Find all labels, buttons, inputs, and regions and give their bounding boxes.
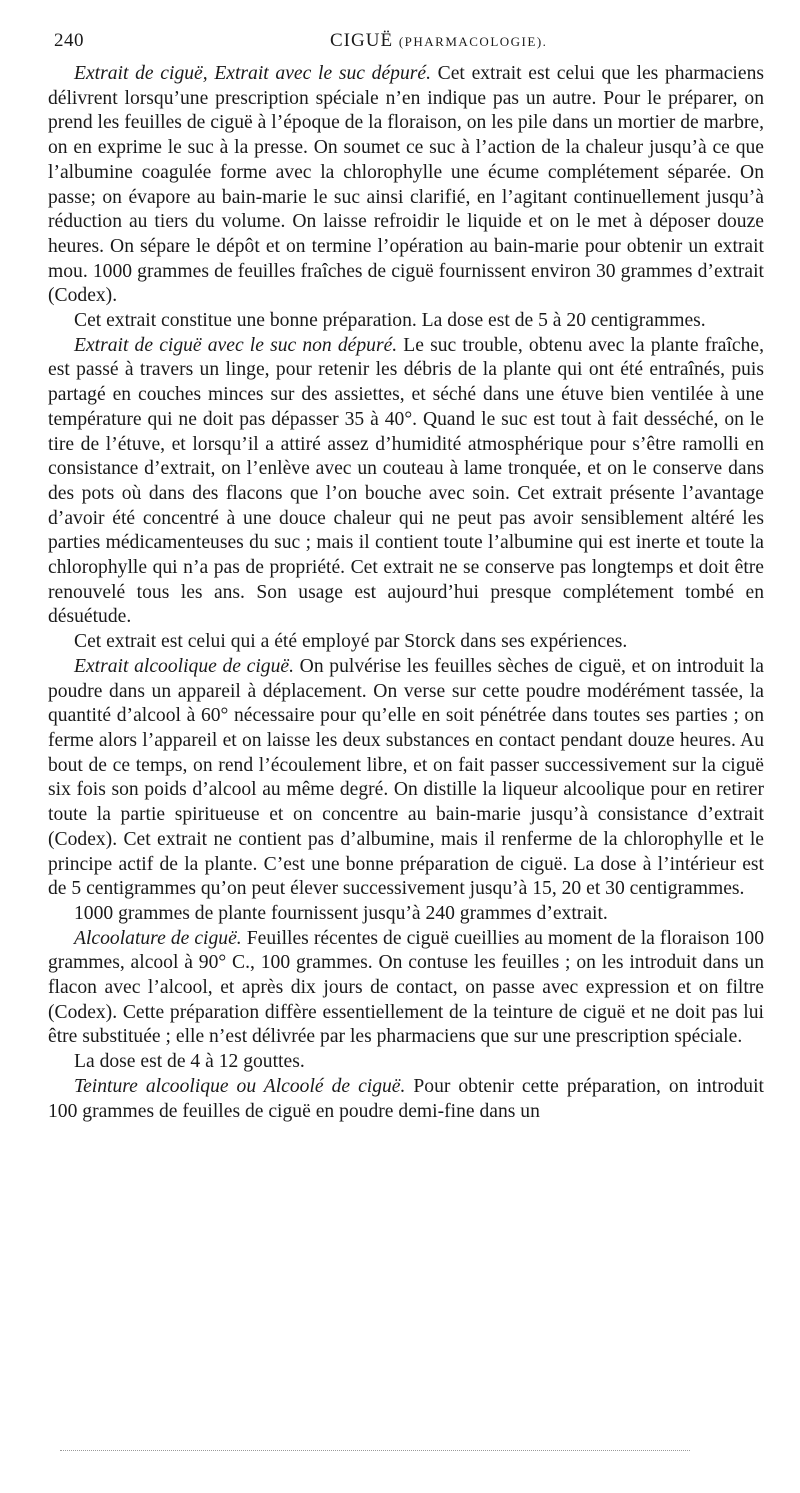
paragraph-text: Pour obtenir cette préparation, on introduit 100 grammes de feuilles de ciguë en poudre demi-fine dans un — [48, 1075, 764, 1122]
paragraph-text: Cet extrait est celui que les pharmaciens délivrent lorsqu’une prescription spéciale n’en indique pas un autre. Pour le préparer, on prend les feuilles de ciguë à l’époque de la floraison, on les pile dans un mortier de marbre, on en exprime le suc à la presse. On soumet ce suc à l’action de la chaleur jusqu’à ce que l’albumine coagulée forme avec la chlorophylle une écume complétement séparée. On passe; on évapore au bain-marie le suc ainsi clarifié, en l’agitant continuellement jusqu’à réduction au tiers du volume. On laisse refroidir le liquide et on le met à déposer douze heures. On sépare le dépôt et on termine l’opération au bain-marie pour obtenir un extrait mou. 1000 grammes de feuilles fraîches de ciguë fournissent environ 30 grammes d’extrait (Codex). — [48, 63, 764, 307]
page-number: 240 — [54, 30, 84, 51]
running-title-section: (PHARMACOLOGIE). — [398, 34, 548, 49]
paragraph-extrait-alcoolique — [48, 655, 764, 902]
footer-rule — [60, 1450, 690, 1451]
paragraph-title: Extrait de ciguë avec le suc non dépuré. — [74, 334, 398, 356]
paragraph-gouttes-note — [48, 1050, 764, 1075]
paragraph-text: On pulvérise les feuilles sèches de ciguë, et on introduit la poudre dans un appareil à déplacement. On verse sur cette poudre modérément tassée, la quantité d’alcool à 60° nécessaire pour qu’elle en soit pénétrée dans toutes ses parties ; on ferme alors l’appareil et on laisse les deux substances en contact pendant douze heures. Au bout de ce temps, on rend l’écoulement libre, et on fait passer successivement sur la ciguë six fois son poids d’alcool au même degré. On distille la liqueur alcoolique pour en retirer toute la partie spiritueuse et on concentre au bain-marie jusqu’à consistance d’extrait (Codex). Cet extrait ne contient pas d’albumine, mais il renferme de la chlorophylle et le principe actif de la plante. C’est une bonne préparation de ciguë. La dose à l’intérieur est de 5 centigrammes qu’on peut élever successivement jusqu’à 15, 20 et 30 centigrammes. — [48, 655, 764, 900]
paragraph-text: Cet extrait constitue une bonne préparation. La dose est de 5 à 20 centigrammes. — [74, 310, 706, 332]
paragraph-title: Teinture alcoolique ou Alcoolé de ciguë. — [74, 1075, 406, 1097]
paragraph-yield-note — [48, 902, 764, 927]
paragraph-text: Cet extrait est celui qui a été employé par Storck dans ses expériences. — [74, 631, 628, 653]
paragraph-storck-note — [48, 630, 764, 655]
paragraph-title: Extrait alcoolique de ciguë. — [74, 655, 294, 677]
paragraph-teinture-alcoolique — [48, 1075, 764, 1124]
paragraph-text: La dose est de 4 à 12 gouttes. — [74, 1051, 305, 1073]
paragraph-alcoolature — [48, 927, 764, 1051]
running-title — [330, 30, 547, 52]
running-head — [48, 26, 764, 62]
body-text — [48, 62, 764, 1124]
paragraph-extrait-suc-non-depure — [48, 334, 764, 630]
paragraph-text: Feuilles récentes de ciguë cueillies au moment de la floraison 100 grammes, alcool à 90° C., 100 grammes. On contuse les feuilles ; on les introduit dans un flacon avec l’alcool, et après dix jours de contact, on passe avec expression et on filtre (Codex). Cette préparation diffère essentiellement de la teinture de ciguë et ne doit pas lui être substituée ; elle n’est délivrée par les pharmaciens que sur une prescription spéciale. — [48, 927, 765, 1048]
paragraph-text: Le suc trouble, obtenu avec la plante fraîche, est passé à travers un linge, pour retenir les débris de la plante qui ont été entraînés, puis partagé en couches minces sur des assiettes, et séché dans une étuve bien ventilée à une température qui ne doit pas dépasser 35 à 40°. Quand le suc est tout à fait desséché, on le tire de l’étuve, et lorsqu’il a attiré assez d’humidité atmosphérique pour s’être ramolli en consistance d’extrait, on l’enlève avec un couteau à lame tronquée, et on le conserve dans des pots où dans des flacons que l’on bouche avec soin. Cet extrait présente l’avantage d’avoir été concentré à une douce chaleur qui ne peut pas avoir sensiblement altéré les parties médicamenteuses du suc ; mais il contient toute l’albumine qui est inerte et toute la chlorophylle qui n’a pas de propriété. Cet extrait ne se conserve pas longtemps et doit être renouvelé tous les ans. Son usage est aujourd’hui presque complétement tombé en désuétude. — [48, 334, 764, 628]
paragraph-extrait-suc-depure — [48, 62, 764, 309]
paragraph-title: Alcoolature de ciguë. — [74, 927, 242, 949]
paragraph-dose-note — [48, 309, 764, 334]
paragraph-text: 1000 grammes de plante fournissent jusqu’à 240 grammes d’extrait. — [74, 902, 608, 924]
paragraph-title: Extrait de ciguë, Extrait avec le suc dépuré. — [74, 63, 431, 84]
running-title-main: CIGUË — [330, 30, 394, 51]
